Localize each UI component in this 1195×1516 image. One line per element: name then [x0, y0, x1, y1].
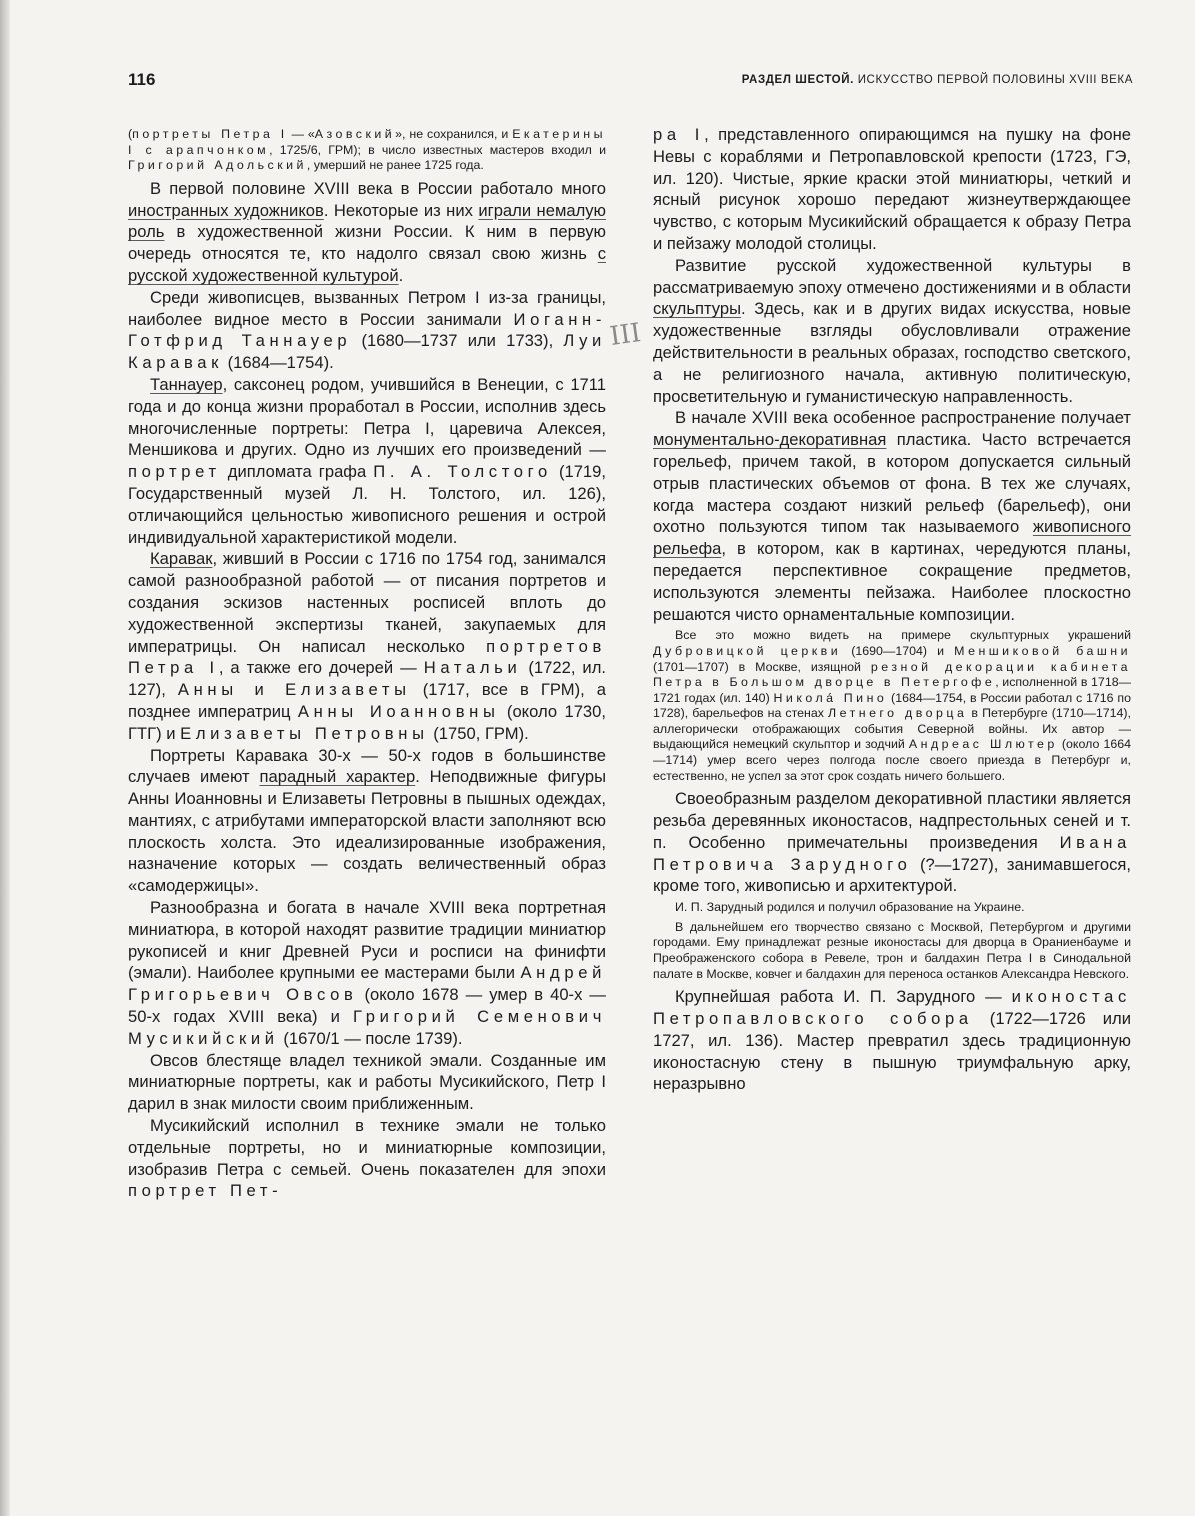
text-run: Своеобразным разделом декоративной пластики является резьба деревянных иконостасов, надпрестольных сеней и т. п. Особенно примечательны произведения	[653, 789, 1131, 852]
text-run: (около 1678 — умер в 40-х — 50-х годах XVIII века) и	[128, 985, 606, 1027]
spaced-emphasis-text: Анны Иоанновны	[297, 701, 500, 721]
right-small-paragraph-6	[653, 920, 1131, 982]
text-run: Овсов блестяще владел техникой эмали. Созданные им миниатюрные портреты, как и работы Мусикийского, Петр I дарил в знак милости своим приближенным.	[128, 1050, 606, 1114]
text-run: , представленного опирающимся на пушку на фоне Невы с кораблями и Петропавловской крепости (1723, ГЭ, ил. 120). Чистые, яркие краски этой миниатюры, четкий и ясный рисунок хорошо передают жизнеутверждающее чувство, с которым Мусикийский обращается к образу Петра и пейзажу молодой столицы.	[653, 125, 1131, 253]
left-small-paragraph-0	[128, 127, 606, 174]
text-run: дипломата графа	[220, 462, 374, 482]
text-run: , живший в России с 1716 по 1754 год, занимался самой разнообразной работой — от писания портретов и создания эскизов настенных росписей вплоть до художественной экспертизы тканей, закупаемых для императрицы. Он написал несколько	[128, 549, 606, 656]
text-run: Все это можно видеть на примере скульптурных украшений	[675, 628, 1131, 643]
right-column	[653, 124, 1131, 1095]
text-run: . Здесь, как и в других видах искусства, новые художественные взгляды обусловливали отражение действительности в реальных образах, господство светского, а не религиозного начала, активную политическую, просветительную и гуманистическую направленность.	[653, 299, 1131, 406]
text-run: В первой половине XVIII века в России работало много	[150, 178, 606, 198]
spaced-emphasis-text: Летнего дворца	[828, 706, 968, 721]
spaced-emphasis-text: иконостас Петропавловского собора	[653, 987, 1131, 1029]
text-run: (1719, Государственный музей Л. Н. Толстого, ил. 126), отличающийся цельностью живописного решения и острой индивидуальной характеристикой модели.	[128, 462, 606, 547]
text-run: (1750, ГРМ).	[428, 723, 529, 743]
section-title: ИСКУССТВО ПЕРВОЙ ПОЛОВИНЫ XVIII ВЕКА	[857, 74, 1133, 86]
spaced-emphasis-text: портрет Пет-	[128, 1181, 283, 1201]
text-run: В начале XVIII века особенное распространение получает	[675, 408, 1131, 428]
text-run: (1690—1704) и	[841, 643, 955, 658]
left-paragraph-6	[128, 897, 606, 1050]
text-run: (около 1664—1714) умер всего через полгода после своего приезда в Петербург и, естественно, не успел за этот срок создать ничего большего.	[653, 737, 1132, 783]
text-run: Мусикийский исполнил в технике эмали не только отдельные портреты, но и миниатюрные композиции, изобразив Петра с семьей. Очень показателен для эпохи	[128, 1116, 606, 1179]
text-run: Среди живописцев, вызванных Петром I из-за границы, наиболее видное место в России занимали	[128, 287, 606, 329]
spaced-emphasis-text: Натальи	[423, 658, 522, 678]
left-paragraph-3	[128, 374, 606, 548]
spaced-emphasis-text: Дубровицкой церкви	[653, 643, 842, 658]
spaced-emphasis-text: Андреас Шлютер	[908, 737, 1058, 752]
spaced-emphasis-text: Григорий Адольский	[128, 158, 307, 173]
left-paragraph-8	[128, 1115, 606, 1202]
text-run: (около 1730, ГТГ) и	[128, 701, 606, 743]
spaced-emphasis-text: Елизаветы Петровны	[180, 723, 429, 743]
margin-annotation: III	[608, 318, 643, 352]
spaced-emphasis-text: портреты Петра I	[132, 127, 288, 141]
left-column	[128, 124, 606, 1202]
spaced-emphasis-text: Андрей Григорьевич Овсов	[128, 963, 606, 1005]
underlined-text: скульптуры	[653, 299, 742, 319]
text-run: в Петербурге (1710—1714), аллегорически отображающих события Северной войны. Их автор — выдающийся немецкий скульптор и зодчий	[653, 706, 1131, 752]
spaced-emphasis-text: П. А. Толстого	[373, 462, 552, 482]
spaced-emphasis-text: портрет	[128, 462, 221, 482]
left-paragraph-5	[128, 745, 606, 898]
text-run: (1680—1737 или 1733),	[351, 331, 564, 351]
text-run: (	[128, 127, 133, 141]
underlined-text: парадный характер	[259, 767, 416, 787]
spaced-emphasis-text: портретов Петра I	[128, 636, 606, 678]
text-run: (1717, все в ГРМ), а позднее императриц	[128, 680, 606, 721]
text-run: Развитие русской художественной культуры в рассматриваемую эпоху отмечено достижениями и в области	[653, 255, 1131, 297]
scan-edge	[0, 0, 10, 1516]
left-paragraph-4	[128, 548, 606, 744]
right-paragraph-2	[653, 407, 1131, 625]
spaced-emphasis-text: Григорий Семенович Мусикийский	[128, 1007, 606, 1048]
text-run: , в котором, как в картинах, чередуются планы, передается перспективное сокращение предметов, используются элементы пейзажа. Наиболее плоскостно решаются чисто орнаментальные композиции.	[653, 539, 1131, 624]
right-small-paragraph-5	[653, 900, 1131, 916]
text-run: , 1725/6, ГРМ); в число известных мастеров входил и	[269, 142, 606, 157]
page-number: 116	[128, 70, 156, 89]
text-run: (1684—1754).	[223, 353, 334, 373]
underlined-text: монументально-декоративная	[653, 430, 887, 450]
text-run: Крупнейшая работа И. П. Зарудного —	[675, 987, 1012, 1007]
text-run: в художественной жизни России. К ним в первую очередь относятся те, кто надолго связал свою жизнь	[128, 222, 606, 264]
text-run: .	[398, 265, 404, 285]
left-paragraph-2	[128, 287, 606, 374]
text-run: , исполненной в 1718—1721 годах (ил. 140)	[653, 675, 1131, 705]
spaced-emphasis-text: Азовский	[314, 127, 396, 141]
section-label: РАЗДЕЛ ШЕСТОЙ.	[741, 74, 854, 86]
underlined-text: Таннауер	[150, 374, 223, 394]
text-run: . Некоторые из них	[323, 200, 479, 220]
text-run: Разнообразна и богата в начале XVIII века портретная миниатюра, в которой находят развитие традиции миниатюр рукописей и книг Древней Руси и росписи на финифти (эмали). Наиболее крупными ее мастерами были	[128, 898, 606, 983]
text-run: », не сохранился, и	[395, 127, 513, 141]
spaced-emphasis-text: резной декорации кабинета Петра в Большом дворце в Петергофе	[653, 659, 1131, 690]
spaced-emphasis-text: Ивана Петровича Зарудного	[653, 832, 1131, 874]
spaced-emphasis-text: Анны и Елизаветы	[177, 680, 411, 700]
spaced-emphasis-text: Николá Пино	[773, 690, 888, 705]
text-run: В дальнейшем его творчество связано с Москвой, Петербургом и другими городами. Ему принадлежат резные иконостасы для дворца в Ораниенбауме и Преображенского собора в Ревеле, трон и балдахин Петра I в Синодальной палате в Москве, ковчег и балдахин для переноса останков Александра Невского.	[653, 919, 1131, 981]
text-run: (?—1727), занимавшегося, кроме того, живописью и архитектурой.	[653, 854, 1131, 896]
text-run: . Неподвижные фигуры Анны Иоанновны и Елизаветы Петровны в пышных одеждах, мантиях, с атрибутами императорской власти заполняют всю плоскость холста. Это идеализированные изображения, назначение которых — создать величественный образ «самодержицы».	[128, 767, 606, 896]
text-run: И. П. Зарудный родился и получил образование на Украине.	[675, 900, 1025, 915]
right-paragraph-4	[653, 788, 1131, 897]
text-run: , умерший не ранее 1725 года.	[306, 158, 484, 173]
underlined-text: играли немалую роль	[128, 200, 607, 242]
spaced-emphasis-text: Луи Каравак	[128, 331, 606, 373]
text-run: (1722, ил. 127),	[128, 658, 606, 700]
right-paragraph-7	[653, 986, 1131, 1095]
text-run: (1722—1726 или 1727, ил. 136). Мастер превратил здесь традиционную иконостасную стену в пышную триумфальную арку, неразрывно	[653, 1009, 1131, 1094]
right-small-paragraph-3	[653, 628, 1131, 784]
spaced-emphasis-text: Екатерины I с арапчонком	[128, 127, 606, 157]
text-run: , а также его дочерей —	[218, 658, 424, 678]
underlined-text: иностранных художников	[128, 200, 324, 220]
text-run: , саксонец родом, учившийся в Венеции, с 1711 года и до конца жизни проработал в России, исполнив здесь многочисленные портреты: Петра I, царевича Алексея, Меншикова и других. Одно из лучших его произведений —	[128, 374, 606, 460]
spaced-emphasis-text: ра I	[653, 125, 705, 144]
text-run: пластика. Часто встречается горельеф, причем такой, в котором допускается сильный отрыв пластических объемов от фона. В тех же случаях, когда мастера создают низкий рельеф (барельеф), они охотно пользуются типом так называемого	[653, 430, 1131, 537]
left-paragraph-7	[128, 1050, 606, 1115]
text-run: (1670/1 — после 1739).	[278, 1028, 463, 1048]
underlined-text: живописного рельефа	[653, 517, 1131, 559]
spaced-emphasis-text: Иоганн-Готфрид Таннауер	[128, 309, 606, 351]
text-run: (1701—1707) в Москве, изящной	[653, 659, 871, 674]
underlined-text: Каравак	[150, 549, 213, 569]
text-run: Портреты Каравака 30-х — 50-х годов в большинстве случаев имеют	[128, 745, 606, 787]
right-paragraph-1	[653, 255, 1131, 408]
text-run: — «	[287, 127, 315, 141]
right-paragraph-0	[653, 124, 1131, 255]
underlined-text: с русской художественной культурой	[128, 244, 606, 285]
text-run: (1684—1754, в России работал с 1716 по 1728), барельефов на стенах	[653, 690, 1131, 721]
spaced-emphasis-text: Меншиковой башни	[954, 643, 1131, 658]
left-paragraph-1	[128, 178, 606, 287]
running-head	[742, 74, 1133, 86]
